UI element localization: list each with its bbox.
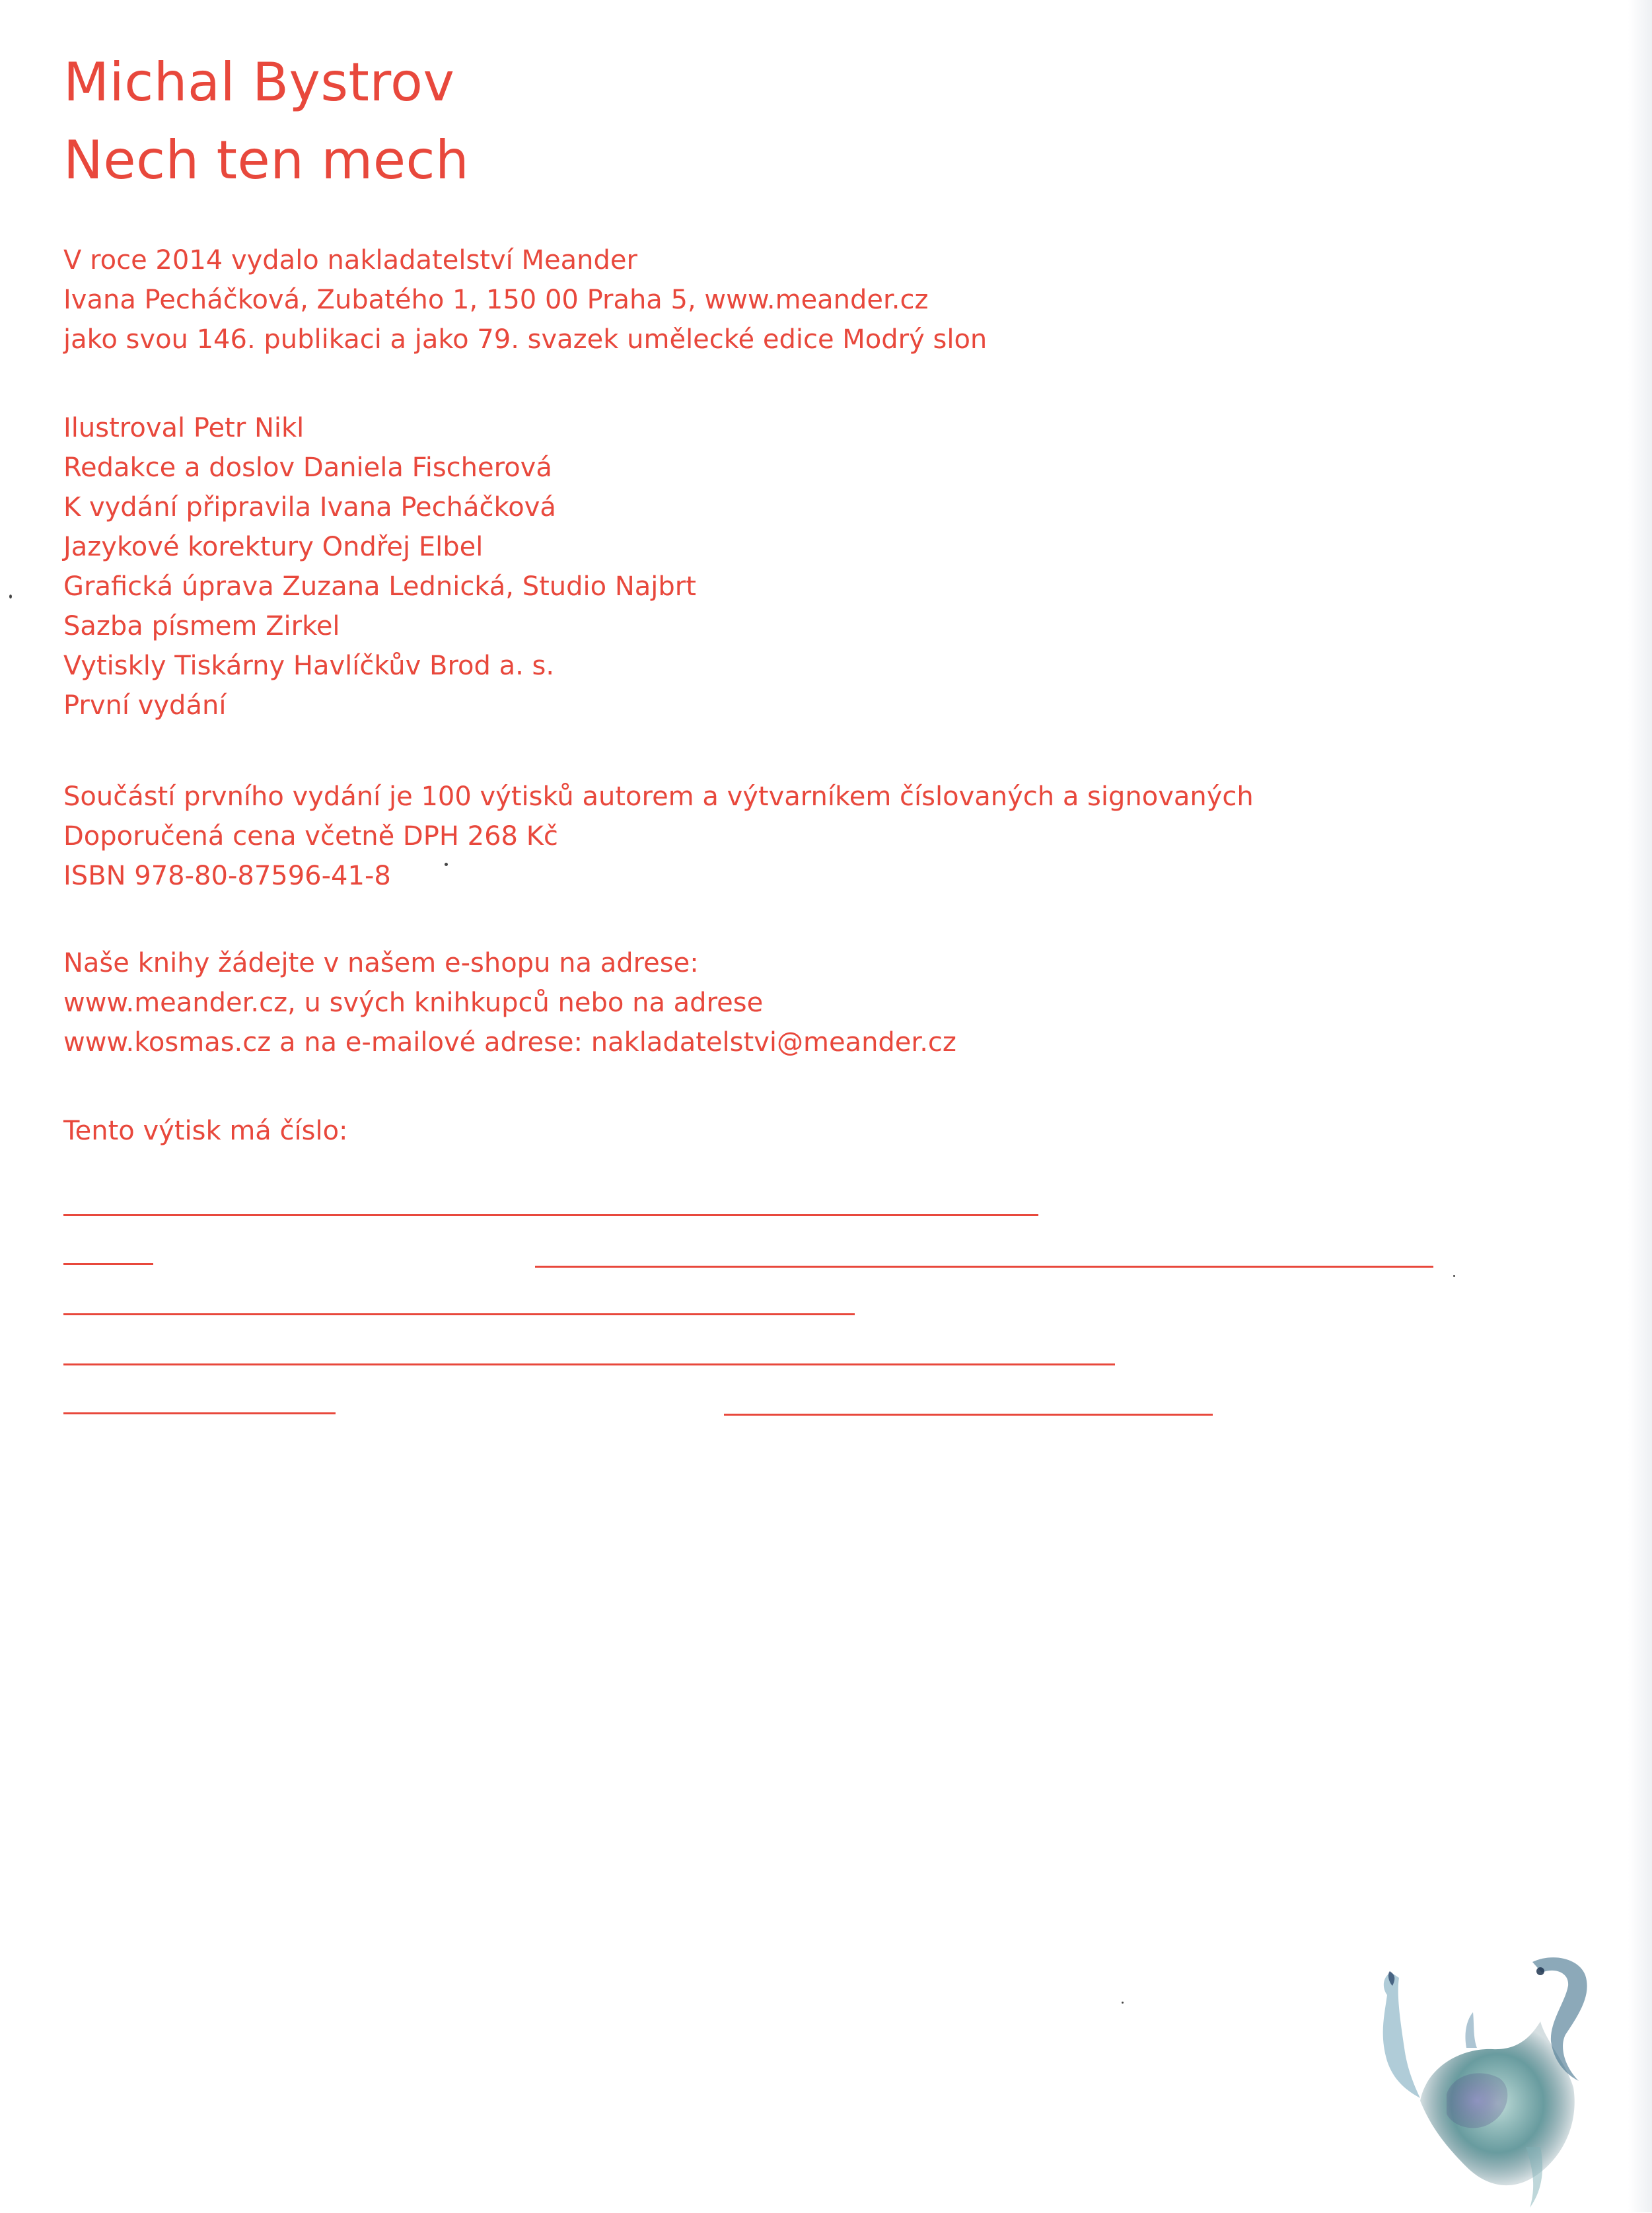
credit-line: Redakce a doslov Daniela Fischerová (63, 453, 552, 483)
edition-info (63, 777, 1254, 896)
credit-line: Jazykové korektury Ondřej Elbel (63, 532, 484, 562)
page-edge (1628, 0, 1652, 2212)
credit-line: Ilustroval Petr Nikl (63, 413, 305, 443)
splash-left-drip (1383, 1973, 1420, 2098)
dust-speck (9, 595, 12, 599)
author-name: Michal Bystrov (63, 52, 455, 113)
publisher-info (63, 240, 987, 359)
number-line-3 (63, 1313, 855, 1315)
price-line: Doporučená cena včetně DPH 268 Kč (63, 821, 558, 852)
dust-speck (1453, 1275, 1455, 1277)
publisher-line: V roce 2014 vydalo nakladatelství Meander (63, 245, 637, 275)
number-line-5b (724, 1414, 1213, 1416)
number-line-4 (63, 1363, 1115, 1365)
splash-small-drip (1465, 2012, 1477, 2048)
order-line: Naše knihy žádejte v našem e-shopu na adrese: (63, 948, 699, 978)
credit-line: Grafická úprava Zuzana Lednická, Studio Najbrt (63, 571, 696, 602)
number-line-5a (63, 1412, 336, 1414)
title-block (63, 44, 469, 200)
number-line-2a (63, 1263, 153, 1265)
copy-number-text: Tento výtisk má číslo: (63, 1116, 348, 1146)
publisher-line: Ivana Pecháčková, Zubatého 1, 150 00 Praha 5, www.meander.cz (63, 285, 929, 315)
splash-droplet (1536, 1967, 1544, 1975)
number-line-2b (535, 1266, 1433, 1268)
credit-line: Vytiskly Tiskárny Havlíčkův Brod a. s. (63, 651, 555, 681)
publisher-line: jako svou 146. publikaci a jako 79. svazek umělecké edice Modrý slon (63, 324, 988, 355)
order-info (63, 943, 956, 1062)
copy-number-label (63, 1111, 348, 1151)
watercolor-splash-illustration (1367, 1949, 1632, 2213)
credits (63, 408, 696, 725)
order-line: www.meander.cz, u svých knihkupců nebo na adrese (63, 988, 764, 1018)
dust-speck (1122, 2002, 1124, 2004)
credit-line: Sazba písmem Zirkel (63, 611, 340, 641)
credit-line: První vydání (63, 690, 227, 721)
edition-line: Součástí prvního vydání je 100 výtisků autorem a výtvarníkem číslovaných a signovaných (63, 781, 1254, 812)
order-line: www.kosmas.cz a na e-mailové adrese: nakladatelstvi@meander.cz (63, 1027, 956, 1058)
credit-line: K vydání připravila Ivana Pecháčková (63, 492, 556, 523)
number-line-1 (63, 1214, 1038, 1216)
book-title: Nech ten mech (63, 129, 470, 191)
dust-speck (445, 863, 448, 866)
isbn-line: ISBN 978-80-87596-41-8 (63, 861, 391, 891)
